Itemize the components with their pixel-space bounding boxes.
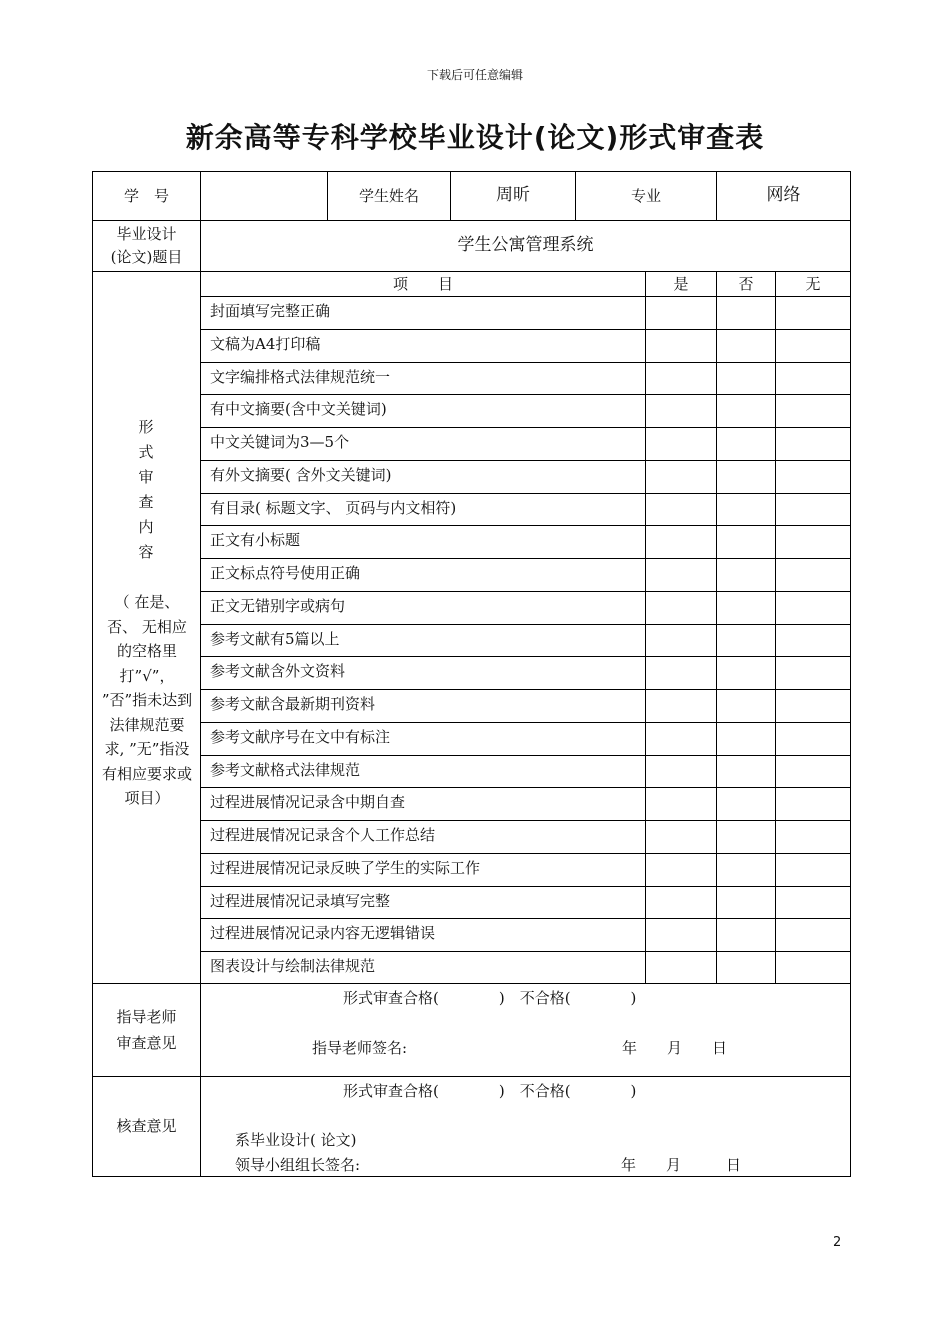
topic-label-line1: 毕业设计 (116, 225, 177, 243)
check-cell-yes[interactable] (646, 592, 716, 624)
check-cell-no[interactable] (717, 919, 775, 951)
check-cell-none[interactable] (776, 788, 850, 820)
check-cell-yes[interactable] (646, 821, 716, 853)
check-cell-none[interactable] (776, 657, 850, 689)
checklist-item: 正文标点符号使用正确 (210, 564, 361, 582)
topic-label (93, 221, 200, 271)
student-id-value (201, 172, 327, 220)
check-dept-line: 系毕业设计( 论文) (235, 1131, 357, 1149)
checklist-item: 图表设计与绘制法律规范 (210, 957, 376, 975)
side-char: 内 (138, 518, 154, 536)
check-cell-no[interactable] (717, 363, 775, 395)
checklist-item: 过程进展情况记录填写完整 (210, 892, 391, 910)
check-cell-yes[interactable] (646, 428, 716, 460)
checklist-item: 正文无错别字或病句 (210, 597, 346, 615)
check-cell-yes[interactable] (646, 657, 716, 689)
col-no-header: 否 (738, 274, 754, 293)
checklist-item: 参考文献有5篇以上 (210, 630, 340, 648)
check-label (93, 1077, 200, 1176)
check-cell-no[interactable] (717, 494, 775, 526)
check-cell-yes[interactable] (646, 887, 716, 919)
check-cell-no[interactable] (717, 395, 775, 427)
major-value: 网络 (766, 185, 801, 206)
check-cell-yes[interactable] (646, 526, 716, 558)
advisor-label (93, 984, 200, 1076)
checklist-item: 文稿为A4打印稿 (210, 335, 321, 353)
checklist-item: 参考文献格式法律规范 (210, 761, 361, 779)
side-char: 式 (138, 443, 154, 461)
check-cell-no[interactable] (717, 952, 775, 984)
check-cell-no[interactable] (717, 657, 775, 689)
check-cell-none[interactable] (776, 395, 850, 427)
check-cell-yes[interactable] (646, 723, 716, 755)
student-name-label: 学生姓名 (358, 186, 419, 205)
advisor-date: 年 月 日 (622, 1039, 728, 1057)
check-label-text: 核查意见 (116, 1117, 177, 1135)
checklist-item: 参考文献含最新期刊资料 (210, 695, 376, 713)
check-cell-yes[interactable] (646, 952, 716, 984)
check-cell-none[interactable] (776, 952, 850, 984)
check-cell-yes[interactable] (646, 461, 716, 493)
advisor-pass-fail: 形式审查合格( ) 不合格( ) (343, 989, 637, 1007)
check-cell-no[interactable] (717, 788, 775, 820)
check-cell-none[interactable] (776, 494, 850, 526)
check-cell-no[interactable] (717, 330, 775, 362)
check-cell-no[interactable] (717, 592, 775, 624)
check-cell-no[interactable] (717, 690, 775, 722)
check-cell-none[interactable] (776, 592, 850, 624)
side-char: 查 (138, 493, 154, 511)
topic-label-line2: (论文)题目 (110, 248, 183, 266)
checklist-item: 正文有小标题 (210, 531, 301, 549)
check-cell-yes[interactable] (646, 559, 716, 591)
check-cell-yes[interactable] (646, 854, 716, 886)
check-cell-none[interactable] (776, 821, 850, 853)
check-cell-no[interactable] (717, 821, 775, 853)
check-sign-label: 领导小组组长签名: (235, 1156, 361, 1174)
check-cell-yes[interactable] (646, 690, 716, 722)
check-cell-no[interactable] (717, 526, 775, 558)
check-cell-yes[interactable] (646, 494, 716, 526)
check-cell-none[interactable] (776, 297, 850, 329)
check-cell-none[interactable] (776, 461, 850, 493)
check-cell-none[interactable] (776, 854, 850, 886)
check-cell-no[interactable] (717, 428, 775, 460)
check-cell-no[interactable] (717, 625, 775, 657)
col-item-header: 项 目 (392, 274, 453, 293)
checklist-item: 参考文献序号在文中有标注 (210, 728, 391, 746)
check-cell-none[interactable] (776, 526, 850, 558)
review-side-label (92, 415, 200, 565)
checklist-item: 参考文献含外文资料 (210, 662, 346, 680)
check-cell-none[interactable] (776, 428, 850, 460)
check-cell-none[interactable] (776, 559, 850, 591)
checklist-item: 过程进展情况记录内容无逻辑错误 (210, 924, 436, 942)
check-cell-yes[interactable] (646, 330, 716, 362)
check-cell-no[interactable] (717, 723, 775, 755)
checklist-item: 有外文摘要( 含外文关键词) (210, 466, 392, 484)
check-cell-no[interactable] (717, 559, 775, 591)
col-none-header: 无 (805, 274, 821, 293)
check-cell-no[interactable] (717, 756, 775, 788)
check-cell-none[interactable] (776, 625, 850, 657)
check-cell-none[interactable] (776, 887, 850, 919)
review-instructions: （ 在是、否、 无相应的空格里打”√”， ”否”指未达到法律规范要求, ”无”指没有相应要求或项目） (101, 593, 193, 807)
side-char: 容 (138, 543, 154, 561)
check-cell-none[interactable] (776, 330, 850, 362)
checklist-item: 过程进展情况记录含个人工作总结 (210, 826, 436, 844)
student-id-label: 学 号 (123, 186, 169, 205)
advisor-sign-label: 指导老师签名: (312, 1039, 408, 1057)
side-char: 形 (138, 418, 154, 436)
checklist-item: 文字编排格式法律规范统一 (210, 368, 391, 386)
checklist-item: 封面填写完整正确 (210, 302, 331, 320)
advisor-label-line2: 审查意见 (116, 1034, 177, 1052)
checklist-item: 过程进展情况记录反映了学生的实际工作 (210, 859, 481, 877)
check-cell-none[interactable] (776, 363, 850, 395)
check-cell-yes[interactable] (646, 625, 716, 657)
check-cell-yes[interactable] (646, 363, 716, 395)
col-yes-header: 是 (673, 274, 689, 293)
check-cell-yes[interactable] (646, 919, 716, 951)
check-cell-yes[interactable] (646, 788, 716, 820)
check-cell-yes[interactable] (646, 756, 716, 788)
check-cell-no[interactable] (717, 854, 775, 886)
topic-value: 学生公寓管理系统 (457, 235, 594, 256)
check-cell-no[interactable] (717, 461, 775, 493)
check-cell-yes[interactable] (646, 297, 716, 329)
student-name-value: 周昕 (496, 185, 530, 206)
side-char: 审 (138, 468, 154, 486)
checklist-item: 中文关键词为3—5个 (210, 433, 350, 451)
checklist-item: 过程进展情况记录含中期自查 (210, 793, 406, 811)
checklist-item: 有中文摘要(含中文关键词) (210, 400, 387, 418)
watermark: 下载后可任意编辑 (426, 68, 523, 82)
check-cell-none[interactable] (776, 919, 850, 951)
check-cell-none[interactable] (776, 756, 850, 788)
checklist-item: 有目录( 标题文字、 页码与内文相符) (210, 499, 457, 517)
check-cell-none[interactable] (776, 690, 850, 722)
page-number: 2 (833, 1235, 842, 1250)
advisor-label-line1: 指导老师 (116, 1008, 177, 1026)
check-date: 年 月 日 (621, 1156, 742, 1174)
check-cell-none[interactable] (776, 723, 850, 755)
check-cell-yes[interactable] (646, 395, 716, 427)
check-cell-no[interactable] (717, 297, 775, 329)
check-pass-fail: 形式审查合格( ) 不合格( ) (343, 1082, 637, 1100)
page-title: 新余高等专科学校毕业设计(论文)形式审查表 (185, 121, 765, 154)
check-cell-no[interactable] (717, 887, 775, 919)
major-label: 专业 (630, 186, 661, 205)
